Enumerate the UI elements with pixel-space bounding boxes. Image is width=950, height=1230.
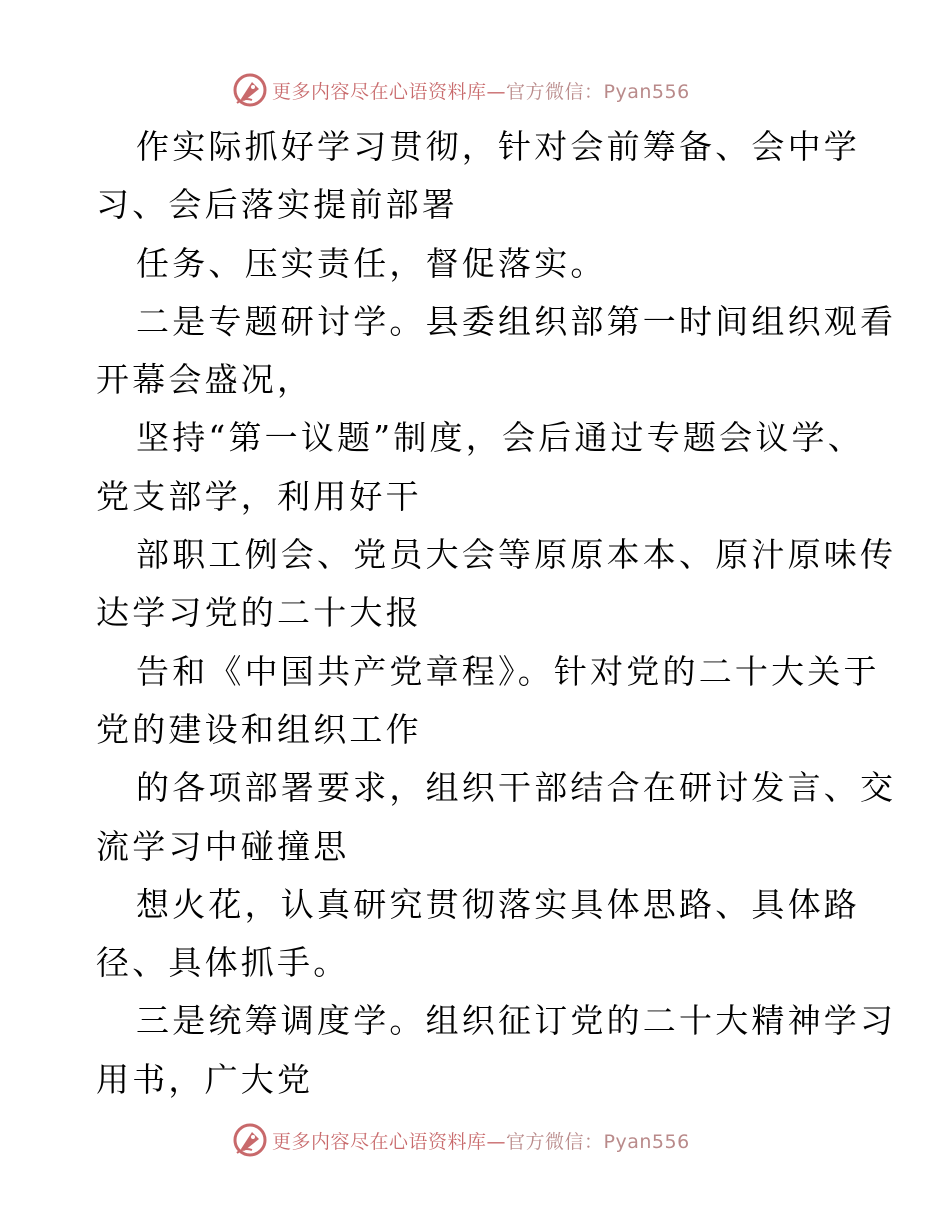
text-line: 的各项部署要求，组织干部结合在研讨发言、交 [136,768,897,808]
text-line: 习、会后落实提前部署 [96,185,458,225]
text-line: 坚持“第一议题”制度，会后通过专题会议学、 [136,418,864,458]
document-body [96,118,897,1109]
text-line: 径、具体抓手。 [96,943,350,983]
watermark-main: 更多内容尽在心语资料库 [272,1130,487,1153]
text-line: 部职工例会、党员大会等原原本本、原汁原味传 [136,535,897,575]
watermark-main: 更多内容尽在心语资料库 [272,80,487,103]
watermark-separator: — [486,1130,507,1153]
watermark-text [272,1127,690,1154]
watermark-separator: — [486,80,507,103]
text-line: 任务、压实责任，督促落实。 [136,243,607,283]
watermark-text [272,77,690,104]
text-line: 作实际抓好学习贯彻，针对会前筹备、会中学 [136,127,860,166]
header-watermark [232,70,732,110]
text-line: 党支部学，利用好干 [96,476,422,516]
pen-nib-logo-icon [232,1122,268,1158]
text-line: 想火花，认真研究贯彻落实具体思路、具体路 [136,884,860,924]
text-line: 告和《中国共产党章程》。针对党的二十大关于 [136,651,880,691]
text-line: 开幕会盛况， [96,360,314,400]
watermark-contact: 官方微信：Pyan556 [506,1130,690,1153]
footer-watermark [232,1120,732,1160]
watermark-contact: 官方微信：Pyan556 [506,80,690,103]
text-line: 流学习中碰撞思 [96,826,350,866]
text-line: 三是统筹调度学。组织征订党的二十大精神学习 [136,1001,897,1041]
text-line: 达学习党的二十大报 [96,593,422,633]
pen-nib-logo-icon [232,72,268,108]
text-line: 党的建设和组织工作 [96,709,422,749]
text-line: 用书，广大党 [96,1059,314,1099]
text-line: 二是专题研讨学。县委组织部第一时间组织观看 [136,301,897,341]
